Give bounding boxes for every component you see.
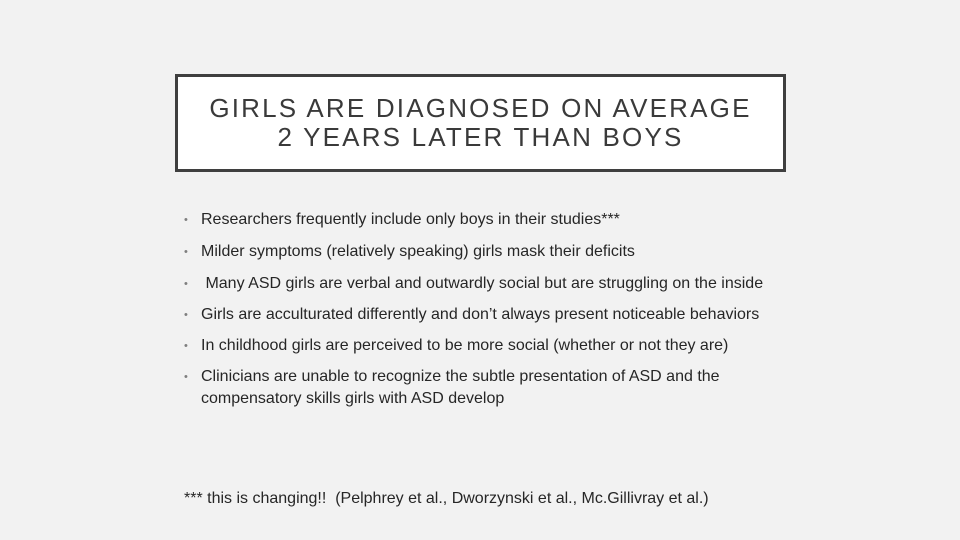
bullet-dot-icon: • xyxy=(184,309,188,321)
bullet-text: Many ASD girls are verbal and outwardly social but are struggling on the inside xyxy=(201,275,764,292)
bullet-text: In childhood girls are perceived to be more social (whether or not they are) xyxy=(201,337,729,354)
bullet-text: Milder symptoms (relatively speaking) girls mask their deficits xyxy=(201,243,635,260)
bullet-text: Researchers frequently include only boys in their studies*** xyxy=(201,211,620,228)
bullet-list xyxy=(184,209,784,410)
bullet-dot-icon: • xyxy=(184,340,188,352)
bullet-item xyxy=(184,366,784,410)
bullet-item xyxy=(184,209,784,231)
bullet-item xyxy=(184,241,784,263)
bullet-dot-icon: • xyxy=(184,214,188,226)
bullet-dot-icon: • xyxy=(184,246,188,258)
footnote: *** this is changing!! (Pelphrey et al., Dworzynski et al., Mc.Gillivray et al.) xyxy=(184,490,709,507)
slide-title-line-1: GIRLS ARE DIAGNOSED ON AVERAGE xyxy=(209,93,752,123)
bullet-text: Girls are acculturated differently and don’t always present noticeable behaviors xyxy=(201,306,760,323)
bullet-dot-icon: • xyxy=(184,278,188,290)
bullet-item xyxy=(184,335,784,357)
bullet-item xyxy=(184,273,784,295)
bullet-text: Clinicians are unable to recognize the subtle presentation of ASD and the compensatory skills girls with ASD develop xyxy=(201,368,720,407)
title-box xyxy=(175,74,786,172)
bullet-dot-icon: • xyxy=(184,371,188,383)
slide-title-line-2: 2 YEARS LATER THAN BOYS xyxy=(277,122,684,152)
bullet-item xyxy=(184,304,784,326)
